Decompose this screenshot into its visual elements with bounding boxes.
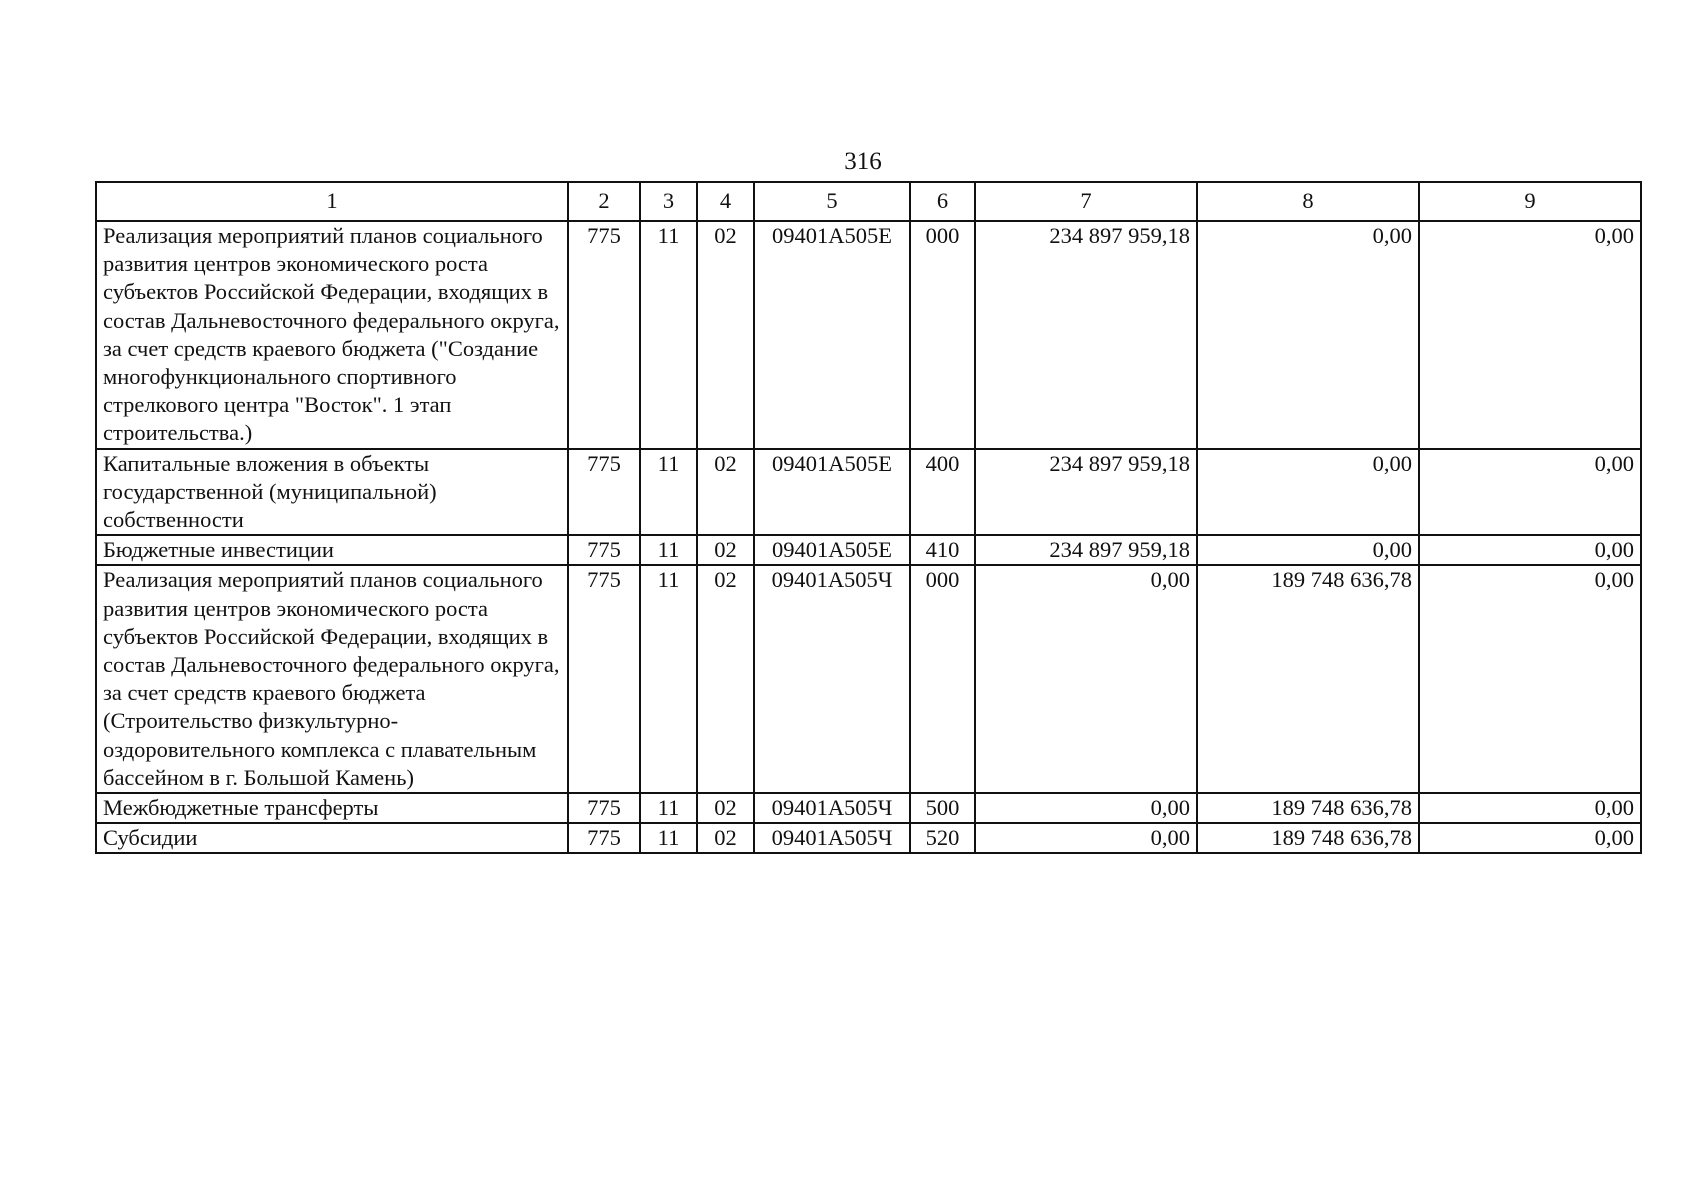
cell-col2: 775	[568, 565, 640, 793]
cell-col8: 189 748 636,78	[1197, 793, 1419, 823]
column-header-7: 7	[975, 182, 1197, 221]
cell-col4: 02	[697, 221, 754, 449]
cell-col2: 775	[568, 793, 640, 823]
page-number: 316	[844, 148, 882, 175]
cell-col6: 000	[910, 565, 975, 793]
table-row	[96, 449, 1641, 536]
cell-col9: 0,00	[1419, 823, 1641, 853]
cell-col3: 11	[640, 535, 697, 565]
table-row	[96, 793, 1641, 823]
table-row	[96, 823, 1641, 853]
cell-col3: 11	[640, 793, 697, 823]
cell-col5: 09401A505Ч	[754, 565, 910, 793]
cell-col4: 02	[697, 823, 754, 853]
cell-col7: 0,00	[975, 793, 1197, 823]
row-name: Бюджетные инвестиции	[96, 535, 568, 565]
cell-col7: 234 897 959,18	[975, 449, 1197, 536]
header-row	[96, 182, 1641, 221]
cell-col6: 520	[910, 823, 975, 853]
cell-col6: 410	[910, 535, 975, 565]
cell-col5: 09401A505E	[754, 535, 910, 565]
cell-col8: 189 748 636,78	[1197, 823, 1419, 853]
cell-col9: 0,00	[1419, 565, 1641, 793]
cell-col9: 0,00	[1419, 221, 1641, 449]
cell-col5: 09401A505Ч	[754, 793, 910, 823]
cell-col7: 234 897 959,18	[975, 221, 1197, 449]
table-row	[96, 221, 1641, 449]
cell-col2: 775	[568, 535, 640, 565]
cell-col9: 0,00	[1419, 793, 1641, 823]
row-name: Реализация мероприятий планов социального развития центров экономического роста субъектов Российской Федерации, входящих в состав Дальневосточного федерального округа, за счет средств краевого бюджета (Строительство физкультурно-оздоровительного комплекса с плавательным бассейном в г. Большой Камень)	[96, 565, 568, 793]
cell-col9: 0,00	[1419, 449, 1641, 536]
cell-col4: 02	[697, 565, 754, 793]
cell-col8: 0,00	[1197, 535, 1419, 565]
cell-col6: 000	[910, 221, 975, 449]
row-name: Межбюджетные трансферты	[96, 793, 568, 823]
row-name: Субсидии	[96, 823, 568, 853]
column-header-6: 6	[910, 182, 975, 221]
column-header-2: 2	[568, 182, 640, 221]
cell-col7: 0,00	[975, 823, 1197, 853]
table-row	[96, 565, 1641, 793]
cell-col4: 02	[697, 449, 754, 536]
column-header-3: 3	[640, 182, 697, 221]
column-header-5: 5	[754, 182, 910, 221]
row-name: Капитальные вложения в объекты государственной (муниципальной) собственности	[96, 449, 568, 536]
cell-col3: 11	[640, 449, 697, 536]
cell-col8: 0,00	[1197, 449, 1419, 536]
column-header-9: 9	[1419, 182, 1641, 221]
column-header-8: 8	[1197, 182, 1419, 221]
cell-col5: 09401A505E	[754, 221, 910, 449]
cell-col2: 775	[568, 823, 640, 853]
cell-col5: 09401A505Ч	[754, 823, 910, 853]
table-row	[96, 535, 1641, 565]
cell-col8: 0,00	[1197, 221, 1419, 449]
budget-table	[95, 181, 1642, 854]
cell-col3: 11	[640, 565, 697, 793]
cell-col7: 234 897 959,18	[975, 535, 1197, 565]
cell-col8: 189 748 636,78	[1197, 565, 1419, 793]
cell-col4: 02	[697, 793, 754, 823]
cell-col2: 775	[568, 449, 640, 536]
cell-col4: 02	[697, 535, 754, 565]
cell-col3: 11	[640, 823, 697, 853]
cell-col2: 775	[568, 221, 640, 449]
column-header-1: 1	[96, 182, 568, 221]
cell-col7: 0,00	[975, 565, 1197, 793]
cell-col6: 400	[910, 449, 975, 536]
cell-col9: 0,00	[1419, 535, 1641, 565]
cell-col3: 11	[640, 221, 697, 449]
cell-col6: 500	[910, 793, 975, 823]
row-name: Реализация мероприятий планов социального развития центров экономического роста субъектов Российской Федерации, входящих в состав Дальневосточного федерального округа, за счет средств краевого бюджета ("Создание многофункционального спортивного стрелкового центра "Восток". 1 этап строительства.)	[96, 221, 568, 449]
cell-col5: 09401A505E	[754, 449, 910, 536]
column-header-4: 4	[697, 182, 754, 221]
